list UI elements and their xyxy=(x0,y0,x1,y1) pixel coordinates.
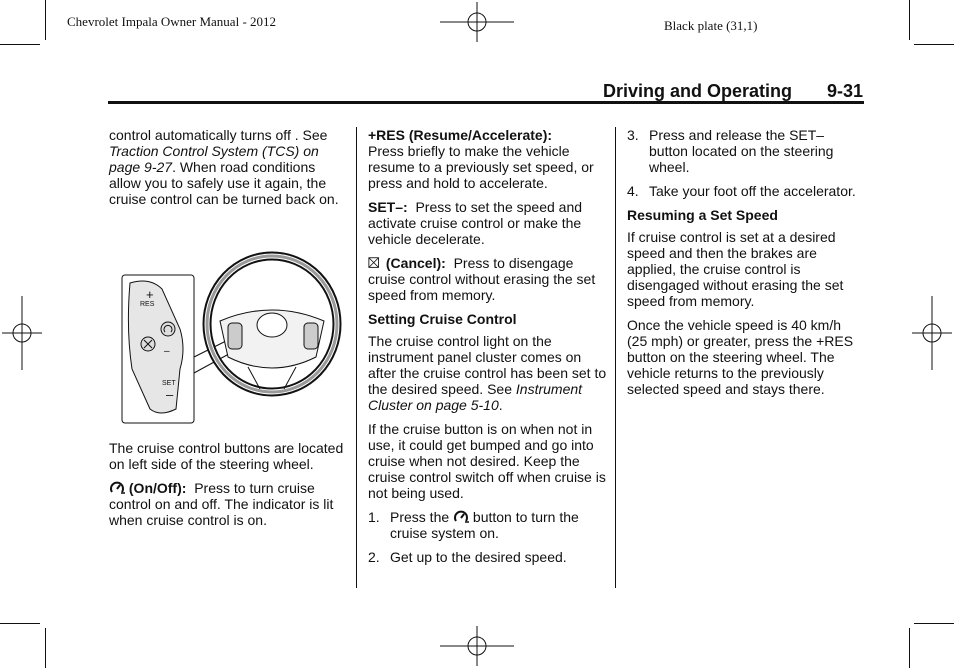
res-heading: +RES (Resume/Accelerate): xyxy=(368,127,553,143)
list-number: 4. xyxy=(627,183,639,199)
crop-mark xyxy=(0,623,40,624)
cancel-heading: (Cancel): xyxy=(385,255,446,271)
crop-mark xyxy=(914,623,954,624)
section-title: Driving and Operating xyxy=(603,81,793,101)
on-off-button-icon xyxy=(161,322,175,336)
list-item xyxy=(368,549,608,565)
text: Press to set the speed and activate cruise control or make the vehicle decelerate. xyxy=(368,199,583,247)
steering-wheel-figure xyxy=(120,249,342,425)
list-number: 2. xyxy=(368,549,380,565)
set-label: SET xyxy=(162,380,176,387)
crop-mark xyxy=(914,44,954,45)
registration-mark-left xyxy=(2,296,42,370)
column-3 xyxy=(627,127,863,405)
registration-mark-right xyxy=(912,296,952,370)
list-item xyxy=(627,183,863,199)
on-off-label: (On/Off): xyxy=(128,480,187,496)
registration-mark-bottom xyxy=(440,626,514,666)
set-heading: SET–: xyxy=(368,199,408,215)
paragraph xyxy=(368,199,608,247)
cruise-on-off-icon xyxy=(109,481,125,495)
page-number: 9-31 xyxy=(827,81,864,101)
list-number: 3. xyxy=(627,127,639,143)
cruise-on-off-icon xyxy=(453,510,469,524)
text: Press and release the SET– button located on the steering wheel. xyxy=(649,127,834,175)
paragraph xyxy=(109,127,347,207)
crop-mark xyxy=(45,628,46,668)
paragraph xyxy=(368,333,608,413)
res-plus-label: + xyxy=(146,287,154,302)
cross-reference-link[interactable]: Instrument Cluster on page 5-10 xyxy=(368,381,583,413)
list-item xyxy=(368,509,608,541)
crop-mark xyxy=(909,0,910,40)
paragraph xyxy=(109,480,349,528)
registration-mark-top xyxy=(440,2,514,42)
text: Press briefly to make the vehicle resume to a previously set speed, or press and hold to accelerate. xyxy=(368,143,594,191)
list-item xyxy=(627,127,863,175)
setting-cruise-heading: Setting Cruise Control xyxy=(368,311,517,327)
text: Press to disengage cruise control without erasing the set speed from memory. xyxy=(368,255,596,303)
plate-label: Black plate (31,1) xyxy=(664,18,758,33)
column-divider xyxy=(615,127,616,588)
paragraph: Once the vehicle speed is 40 km/h (25 mph) or greater, press the +RES button on the steering wheel. The vehicle returns to the previously selected speed and stays there. xyxy=(627,317,854,397)
crop-mark xyxy=(0,44,40,45)
column-1 xyxy=(109,127,347,215)
paragraph xyxy=(368,127,608,191)
paragraph xyxy=(368,255,608,303)
crop-mark xyxy=(45,0,46,40)
resuming-heading: Resuming a Set Speed xyxy=(627,207,778,223)
text: Press to turn cruise control on and off. The indicator is lit when cruise control is on. xyxy=(109,480,334,528)
set-minus-dash: – xyxy=(164,346,170,357)
res-label: RES xyxy=(140,301,155,308)
text: Press the button to turn the cruise system on. xyxy=(390,509,579,541)
text: Get up to the desired speed. xyxy=(390,549,567,565)
manual-title: Chevrolet Impala Owner Manual - 2012 xyxy=(67,14,277,29)
set-minus-label: – xyxy=(166,387,174,402)
column-1-lower xyxy=(109,440,349,536)
text: . xyxy=(498,397,503,413)
text: . When road conditions allow you to safely use it again, the cruise control can be turned back on. xyxy=(109,159,339,207)
text: Take your foot off the accelerator. xyxy=(649,183,856,199)
header-rule xyxy=(108,101,864,104)
paragraph: If the cruise button is on when not in use, it could get bumped and go into cruise when not desired. Keep the cruise control switch off when cruise is not being used. xyxy=(368,421,606,501)
cancel-icon xyxy=(368,256,382,270)
paragraph: The cruise control buttons are located on left side of the steering wheel. xyxy=(109,440,344,472)
column-2 xyxy=(368,127,608,573)
paragraph: If cruise control is set at a desired speed and then the brakes are applied, the cruise control is disengaged without erasing the set speed from memory. xyxy=(627,229,844,309)
text: control automatically turns off . See xyxy=(109,127,328,143)
cross-reference-link[interactable]: Traction Control System (TCS) on page 9-27 xyxy=(109,143,319,175)
list-number: 1. xyxy=(368,509,380,525)
text: The cruise control light on the instrument panel cluster comes on after the cruise control has been set to the desired speed. See xyxy=(368,333,607,397)
crop-mark xyxy=(909,628,910,668)
cruise-switch-panel xyxy=(128,281,183,413)
column-divider xyxy=(356,127,357,588)
